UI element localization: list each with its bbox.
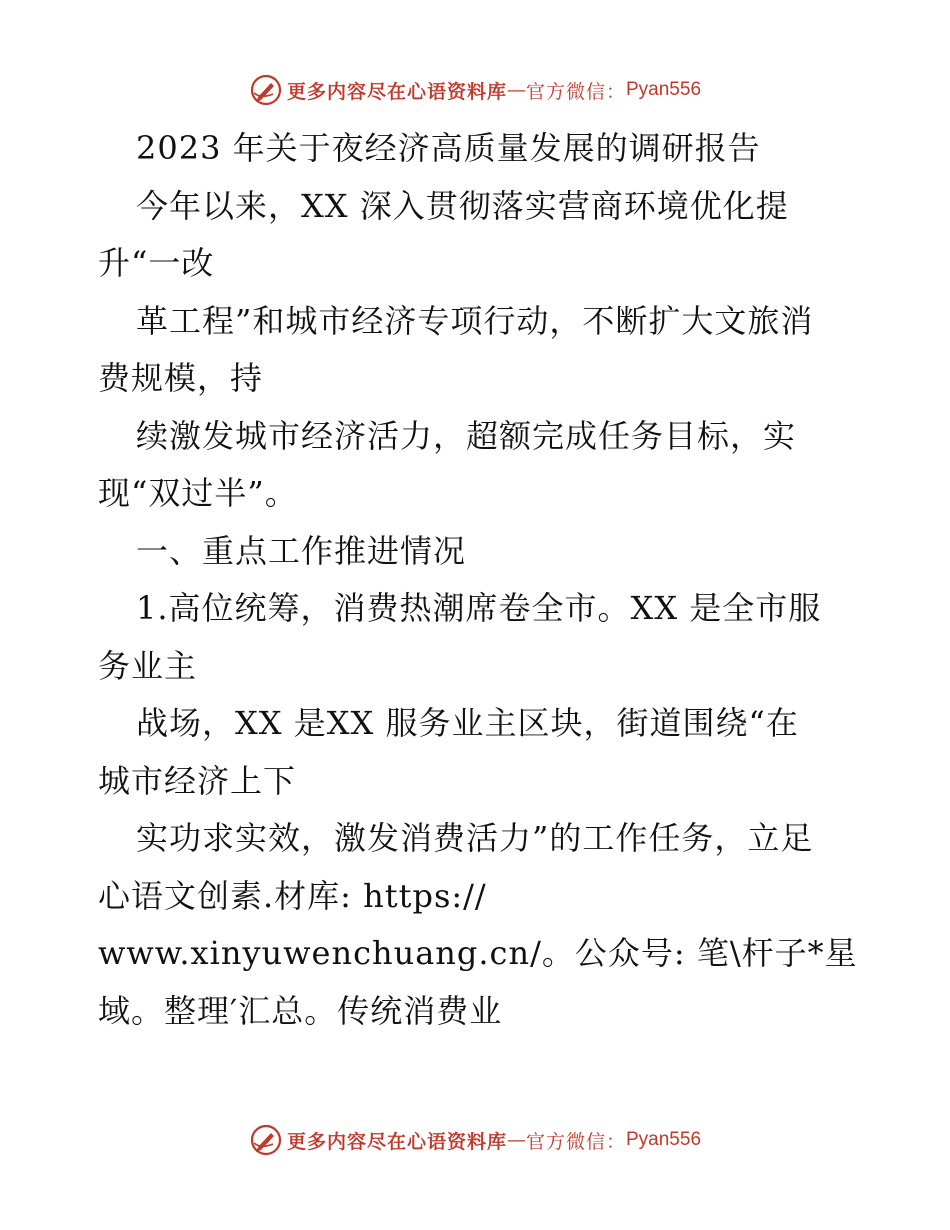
wechat-label: 官方微信： xyxy=(525,80,626,103)
pen-logo-icon xyxy=(249,1123,283,1157)
wechat-label: 官方微信： xyxy=(525,1130,626,1153)
text-line: 域。整理′汇总。传统消费业 xyxy=(98,991,503,1030)
text-line: www.xinyuwenchuang.cn/。公众号: 笔\杆子*星 xyxy=(98,934,858,972)
text-line: 务业主 xyxy=(98,646,198,685)
document-title: 2023 年关于夜经济高质量发展的调研报告 xyxy=(136,129,761,167)
text-line: 实功求实效，激发消费活力”的工作任务，立足 xyxy=(136,819,814,857)
text-line: 革工程”和城市经济专项行动，不断扩大文旅消 xyxy=(136,301,814,340)
footer-watermark-banner xyxy=(0,1120,950,1160)
text-line: 现“双过半”。 xyxy=(98,474,298,512)
separator-dash: — xyxy=(506,1129,526,1151)
text-line: 1.高位统筹，消费热潮席卷全市。XX 是全市服 xyxy=(136,589,822,627)
text-line: 心语文创素.材库: https:// xyxy=(98,876,487,915)
text-line: 战场，XX 是XX 服务业主区块，街道围绕“在 xyxy=(136,704,799,742)
header-watermark-banner xyxy=(0,70,950,110)
text-line: 续激发城市经济活力，超额完成任务目标，实 xyxy=(136,416,797,455)
text-line: 升“一改 xyxy=(98,244,215,282)
site-name-text: 更多内容尽在心语资料库 xyxy=(286,1130,507,1153)
text-line: 城市经济上下 xyxy=(98,761,297,800)
site-name-text: 更多内容尽在心语资料库 xyxy=(286,80,507,103)
wechat-id: Pyan556 xyxy=(626,1129,702,1150)
wechat-id: Pyan556 xyxy=(626,79,702,100)
document-body xyxy=(98,120,868,1040)
text-line: 费规模，持 xyxy=(98,359,264,397)
section-heading: 一、重点工作推进情况 xyxy=(136,531,467,570)
text-line: 今年以来，XX 深入贯彻落实营商环境优化提 xyxy=(136,186,789,225)
pen-logo-icon xyxy=(249,73,283,107)
separator-dash: — xyxy=(506,79,526,101)
